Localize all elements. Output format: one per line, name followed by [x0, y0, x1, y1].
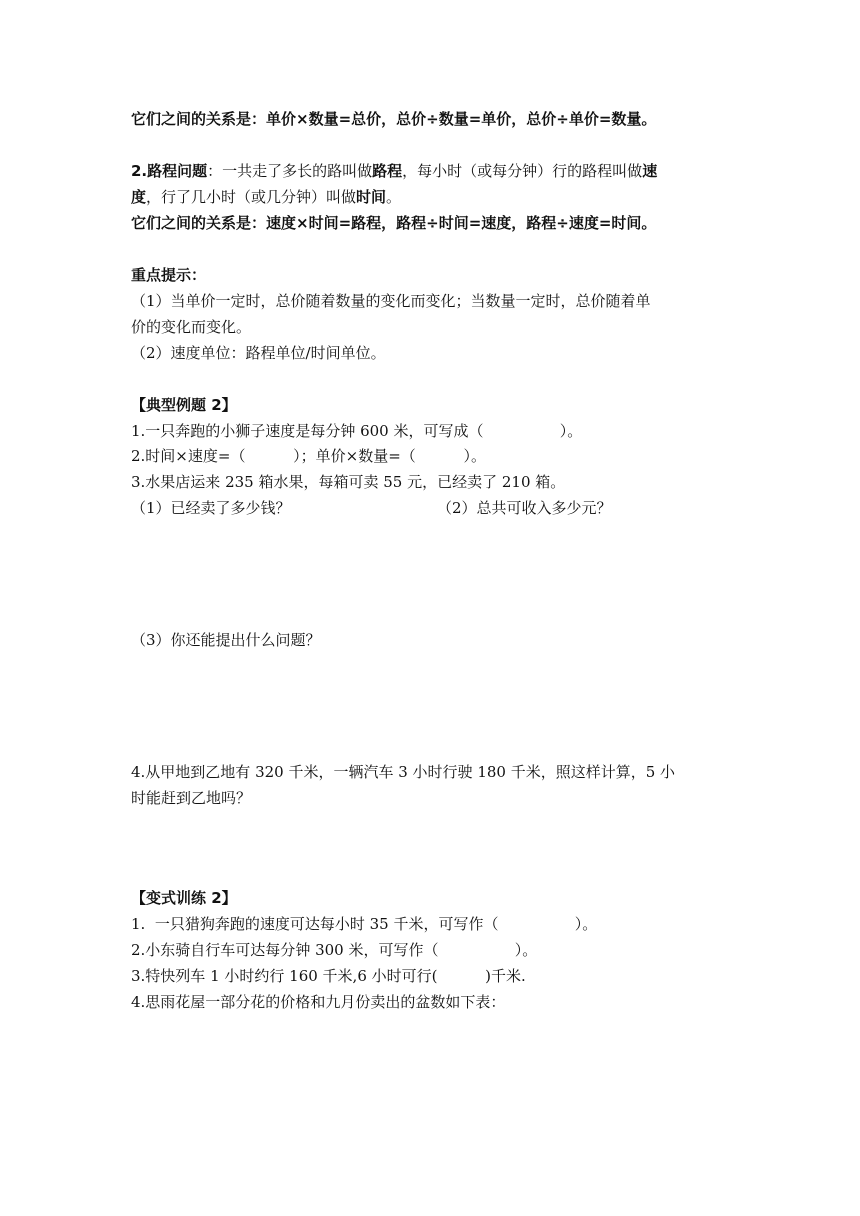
distance-def-text-c: ，行了几小时（或几分钟）叫做	[146, 188, 357, 206]
distance-definition-line-1	[131, 161, 657, 181]
key-tips-title: 重点提示：	[131, 266, 207, 284]
practice-title: 【变式训练 2】	[131, 889, 237, 907]
distance-problem-title: 2.路程问题	[131, 162, 208, 180]
example-q3-part-1: （1）已经卖了多少钱？	[131, 499, 291, 517]
tip-2: （2）速度单位：路程单位/时间单位。	[131, 344, 386, 362]
example-title: 【典型例题 2】	[131, 396, 237, 414]
distance-def-text-d: 。	[386, 188, 402, 206]
distance-definition-line-2	[131, 187, 401, 207]
practice-q2: 2.小东骑自行车可达每分钟 300 米，可写作（ ）。	[131, 941, 538, 959]
example-q3: 3.水果店运来 235 箱水果，每箱可卖 55 元，已经卖了 210 箱。	[131, 473, 566, 491]
practice-q4: 4.思雨花屋一部分花的价格和九月份卖出的盆数如下表：	[131, 993, 506, 1011]
example-q2: 2.时间×速度=（ ）；单价×数量=（ ）。	[131, 447, 486, 465]
tip-1-line-1: （1）当单价一定时，总价随着数量的变化而变化；当数量一定时，总价随着单	[131, 292, 651, 310]
term-time: 时间	[356, 188, 387, 206]
unit-price-relation: 它们之间的关系是：单价×数量=总价，总价÷数量=单价，总价÷单价=数量。	[131, 110, 657, 128]
example-q4-line-1: 4.从甲地到乙地有 320 千米，一辆汽车 3 小时行驶 180 千米，照这样计算，5 小	[131, 763, 676, 781]
example-q3-part-3: （3）你还能提出什么问题？	[131, 631, 321, 649]
term-distance: 路程	[372, 162, 403, 180]
practice-q1: 1. 一只猎狗奔跑的速度可达每小时 35 千米，可写作（ ）。	[131, 915, 598, 933]
example-q1: 1.一只奔跑的小狮子速度是每分钟 600 米，可写成（ ）。	[131, 422, 583, 440]
distance-def-text-a: ：一共走了多长的路叫做	[207, 162, 373, 180]
term-speed-part-b: 度	[131, 188, 147, 206]
example-q3-part-2: （2）总共可收入多少元？	[437, 499, 612, 517]
tip-1-line-2: 价的变化而变化。	[131, 318, 252, 336]
speed-relation: 它们之间的关系是：速度×时间=路程，路程÷时间=速度，路程÷速度=时间。	[131, 214, 657, 232]
practice-q3: 3.特快列车 1 小时约行 160 千米,6 小时可行( )千米.	[131, 967, 526, 985]
example-q4-line-2: 时能赶到乙地吗？	[131, 789, 252, 807]
term-speed-part-a: 速	[642, 162, 658, 180]
distance-def-text-b: ，每小时（或每分钟）行的路程叫做	[402, 162, 643, 180]
